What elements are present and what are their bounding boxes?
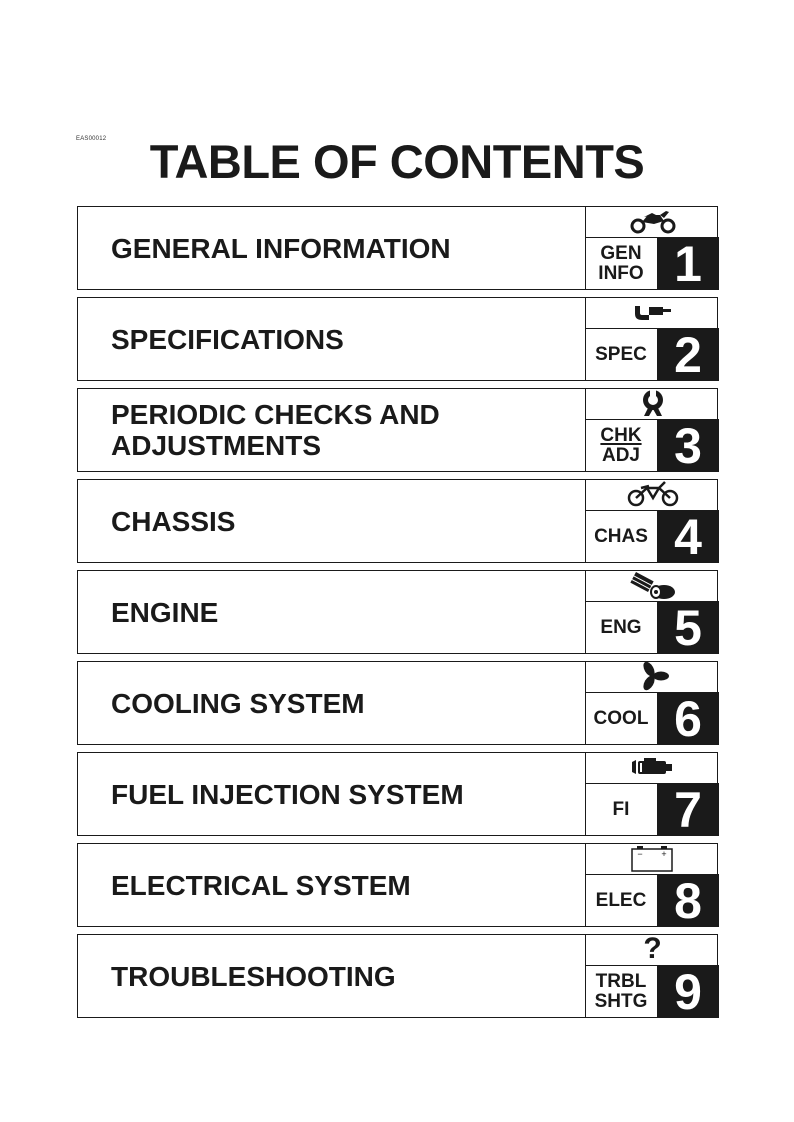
wrench-icon xyxy=(586,388,719,420)
section-number: 5 xyxy=(657,602,719,654)
section-tab[interactable] xyxy=(585,206,719,290)
section-title: CHASSIS xyxy=(111,505,236,537)
page-title: TABLE OF CONTENTS xyxy=(149,135,645,188)
toc-entry-electrical-system[interactable] xyxy=(77,843,718,927)
fan-icon xyxy=(586,661,719,693)
caliper-icon xyxy=(586,297,719,329)
section-abbreviation xyxy=(586,420,656,472)
section-number: 8 xyxy=(657,875,719,927)
abbreviation-line-1: COOL xyxy=(593,707,649,729)
battery-minus-label: − xyxy=(636,849,643,859)
section-tab[interactable] xyxy=(585,752,719,836)
section-abbreviation xyxy=(586,511,656,563)
section-abbreviation xyxy=(586,238,656,290)
section-number: 4 xyxy=(657,511,719,563)
question-mark-glyph: ? xyxy=(643,932,662,965)
question-mark-icon xyxy=(586,934,719,966)
motorcycle-frame-icon xyxy=(586,479,719,511)
motorcycle-icon xyxy=(586,206,719,238)
toc-entry-fuel-injection-system[interactable] xyxy=(77,752,718,836)
toc-entry-general-information[interactable] xyxy=(77,206,718,290)
toc-entry-chassis[interactable] xyxy=(77,479,718,563)
abbreviation-line-2: SHTG xyxy=(594,990,648,1012)
section-title: ENGINE xyxy=(111,596,219,628)
toc-entry-periodic-checks[interactable] xyxy=(77,388,718,472)
section-tab[interactable] xyxy=(585,388,719,472)
section-tab[interactable] xyxy=(585,843,719,927)
battery-icon xyxy=(586,843,719,875)
section-number: 9 xyxy=(657,966,719,1018)
section-abbreviation xyxy=(586,329,656,381)
section-title: ELECTRICAL SYSTEM xyxy=(111,869,411,901)
section-title: SPECIFICATIONS xyxy=(111,323,344,355)
battery-plus-label: + xyxy=(660,849,667,859)
section-abbreviation xyxy=(586,693,656,745)
section-abbreviation xyxy=(586,784,656,836)
section-title: COOLING SYSTEM xyxy=(111,687,365,719)
document-code: EAS00012 xyxy=(76,136,107,142)
section-number: 1 xyxy=(657,238,719,290)
piston-icon xyxy=(586,570,719,602)
fuel-injector-icon xyxy=(586,752,719,784)
toc-entry-specifications[interactable] xyxy=(77,297,718,381)
section-title: GENERAL INFORMATION xyxy=(111,232,451,264)
abbreviation-line-1: ELEC xyxy=(595,889,647,911)
abbreviation-line-1: GEN xyxy=(600,242,642,264)
section-tab[interactable] xyxy=(585,934,719,1018)
section-number: 3 xyxy=(657,420,719,472)
section-tab[interactable] xyxy=(585,479,719,563)
section-abbreviation xyxy=(586,602,656,654)
toc-entry-troubleshooting[interactable] xyxy=(77,934,718,1018)
section-tab[interactable] xyxy=(585,570,719,654)
abbreviation-line-1: CHAS xyxy=(594,525,648,547)
section-number: 2 xyxy=(657,329,719,381)
toc-entry-cooling-system[interactable] xyxy=(77,661,718,745)
toc-entry-engine[interactable] xyxy=(77,570,718,654)
section-tab[interactable] xyxy=(585,661,719,745)
section-title: FUEL INJECTION SYSTEM xyxy=(111,778,464,810)
abbreviation-line-1: CHK xyxy=(600,424,642,446)
section-abbreviation xyxy=(586,875,656,927)
abbreviation-line-1: SPEC xyxy=(595,343,647,365)
section-abbreviation xyxy=(586,966,656,1018)
abbreviation-line-1: FI xyxy=(612,798,630,820)
abbreviation-line-1: TRBL xyxy=(595,970,647,992)
section-number: 7 xyxy=(657,784,719,836)
abbreviation-line-1: ENG xyxy=(600,616,642,638)
section-tab[interactable] xyxy=(585,297,719,381)
section-title: TROUBLESHOOTING xyxy=(111,960,396,992)
section-number: 6 xyxy=(657,693,719,745)
section-title: PERIODIC CHECKS AND ADJUSTMENTS xyxy=(111,399,440,461)
abbreviation-line-2: ADJ xyxy=(601,444,640,466)
abbreviation-line-2: INFO xyxy=(598,262,644,284)
